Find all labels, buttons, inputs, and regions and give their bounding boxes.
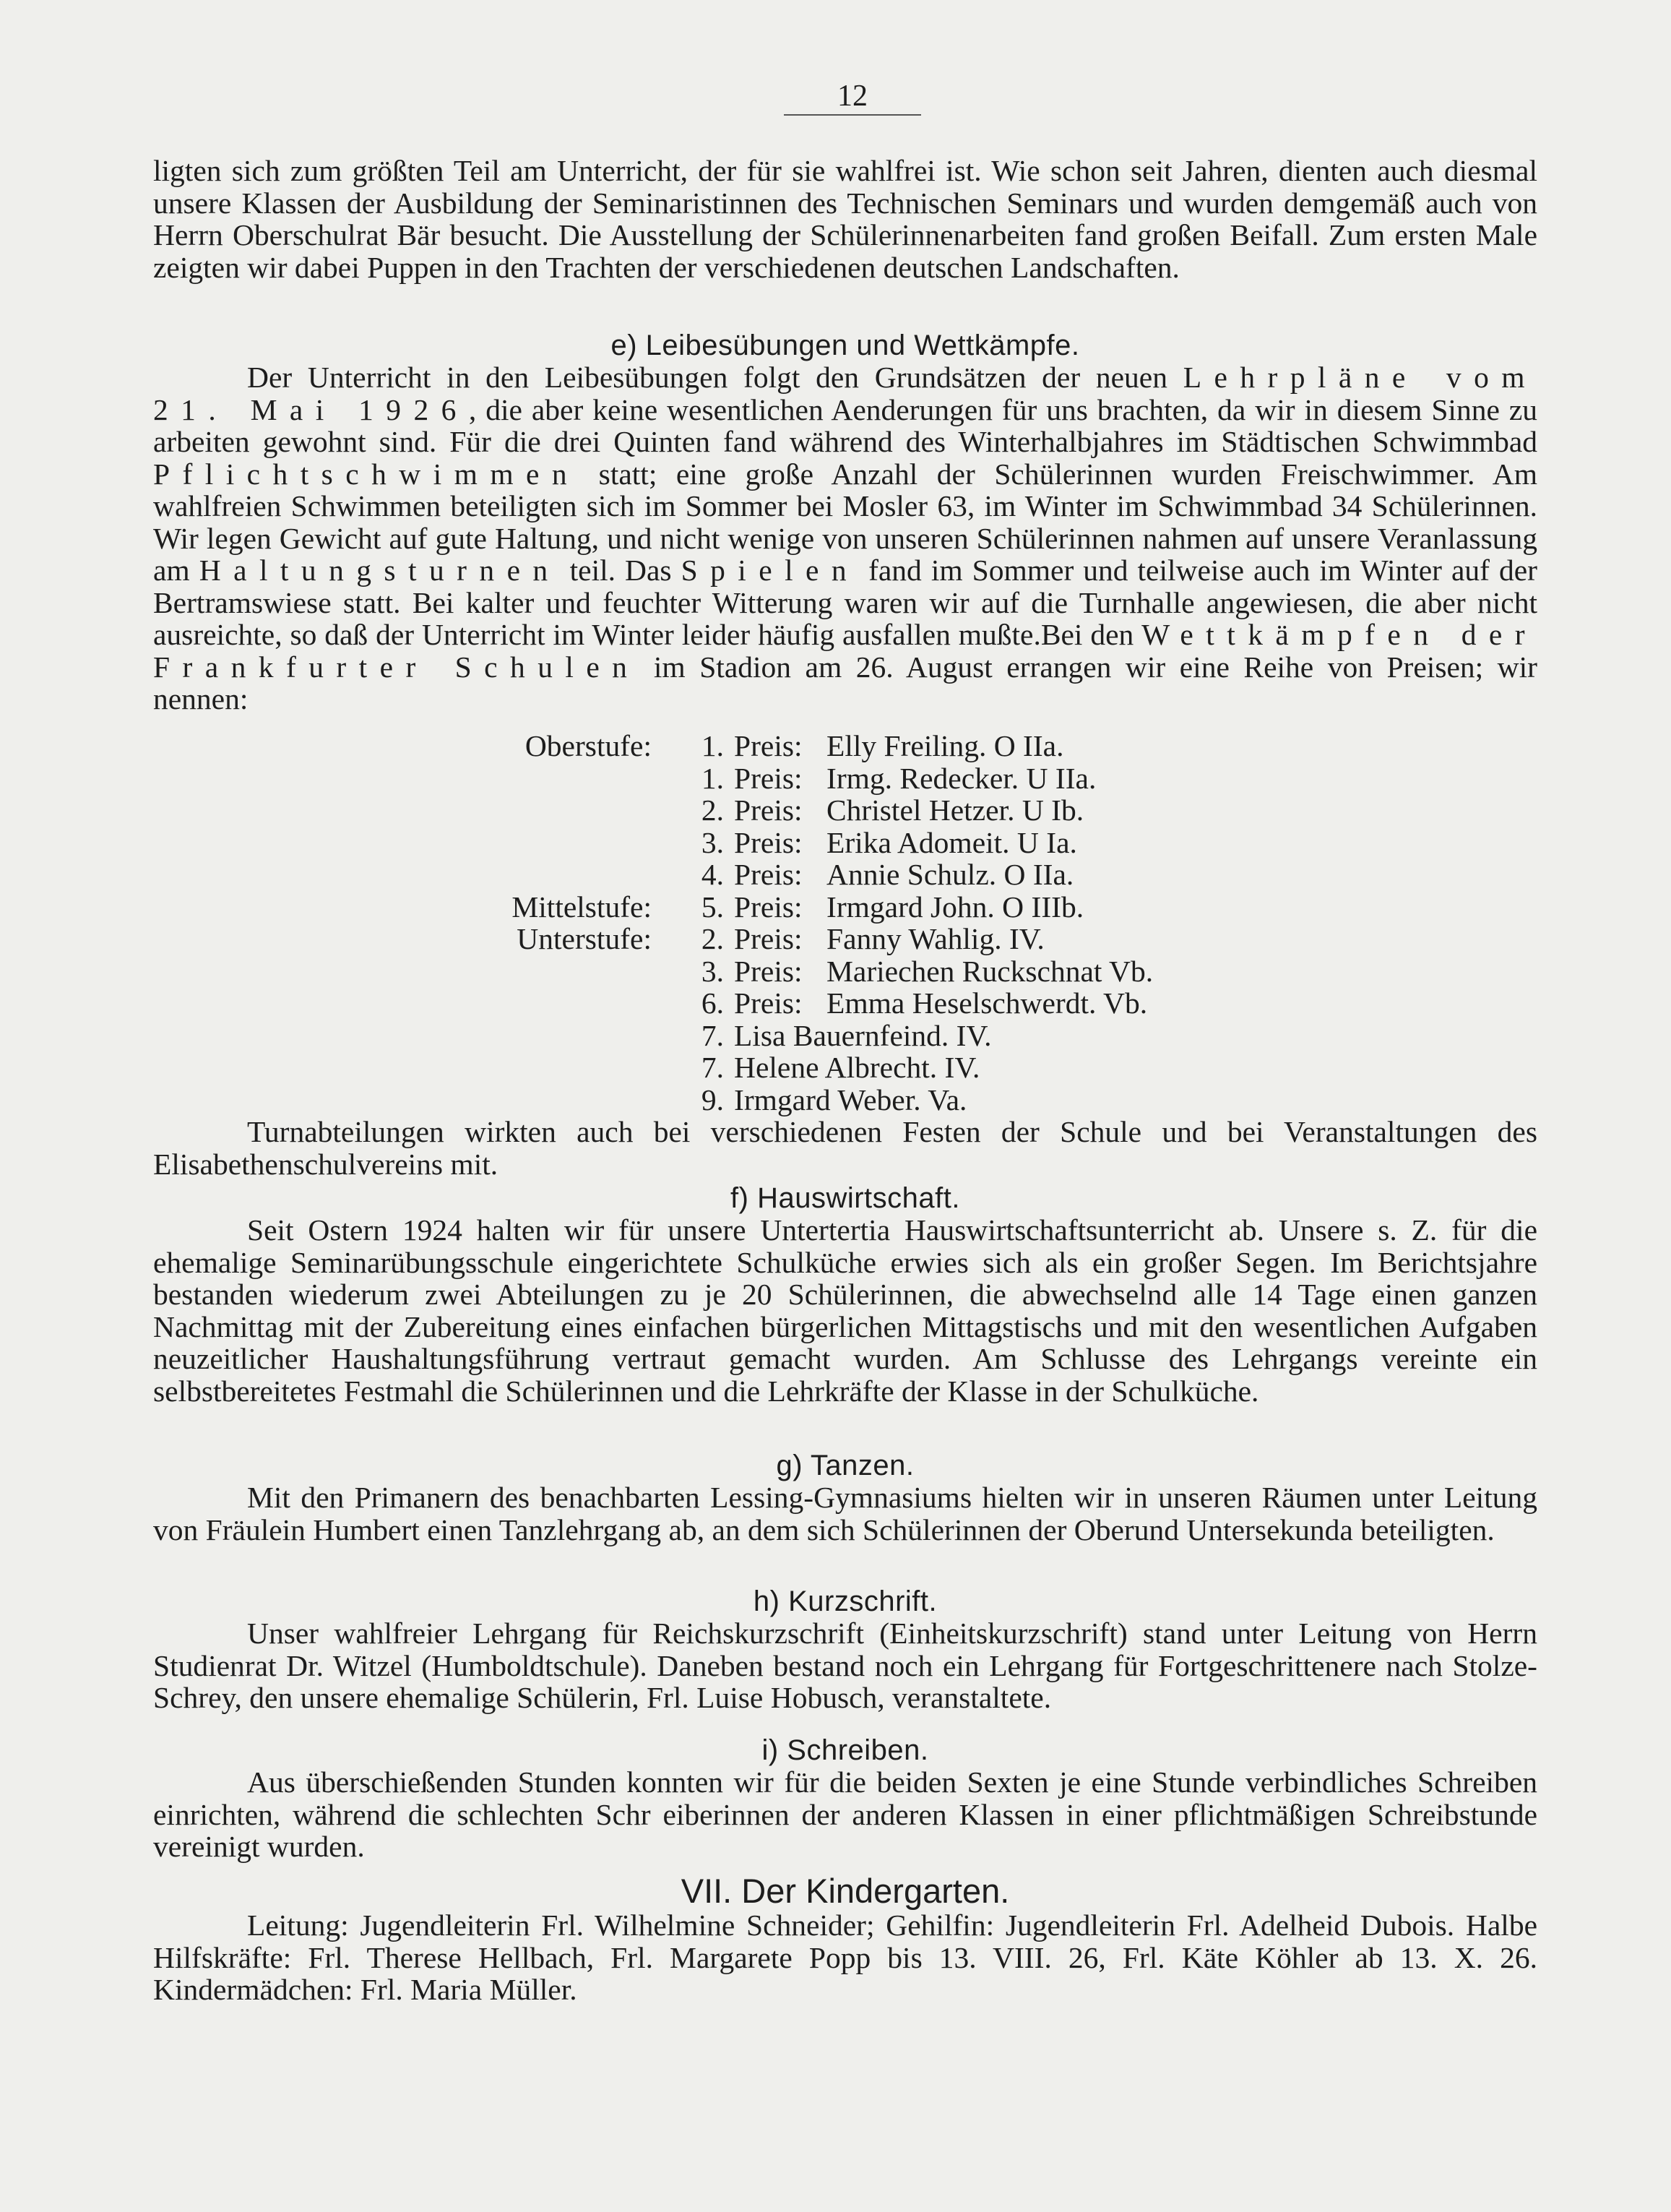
spaced-emphasis: Pflichtschwimmen xyxy=(153,457,580,491)
prize-word: Preis: xyxy=(734,858,803,891)
prize-name: Irmgard John. O IIIb. xyxy=(826,890,1084,924)
prize-name: Helene Albrecht. IV. xyxy=(734,1051,980,1084)
section-g-heading: g) Tanzen. xyxy=(776,1450,915,1481)
prize-number: 2. xyxy=(701,793,724,827)
prize-number: 3. xyxy=(701,825,724,859)
section-f-paragraph: Seit Ostern 1924 halten wir für unsere Untertertia Hauswirtschaftsunterricht ab. Unsere s. Z. für die ehemalige Seminarübungsschule eingerichtete Schulküche erwies sich als ein großer Segen. Im Berichtsjahre bestanden wiederum zwei Abteilungen zu je 20 Schülerinnen, die abwechselnd alle 14 Tage einen ganzen Nachmittag mit der Zubereitung eines einfachen bürgerlichen Mittagstischs und mit den wesentlichen Aufgaben neuzeitlicher Haushaltungsführung vertraut gemacht wurden. Am Schlusse des Lehrgangs vereinte ein selbstbereitetes Festmahl die Schülerinnen und die Lehrkräfte der Klasse in der Schulküche. xyxy=(153,1213,1537,1408)
prize-name: Elly Freiling. O IIa. xyxy=(826,729,1064,762)
prize-row xyxy=(153,1020,1537,1052)
section-h xyxy=(153,1585,1537,1714)
prize-word: Preis: xyxy=(734,729,803,762)
prize-level xyxy=(153,827,652,859)
section-e-paragraph xyxy=(153,361,1537,715)
prize-name: Erika Adomeit. U Ia. xyxy=(826,825,1077,859)
section-vii-heading: VII. Der Kindergarten. xyxy=(681,1872,1010,1910)
text-run: teil. Das xyxy=(560,554,681,587)
prize-level xyxy=(153,858,652,891)
prize-word: Preis: xyxy=(734,890,803,924)
prize-level xyxy=(153,1051,652,1084)
section-i-paragraph: Aus überschießenden Stunden konnten wir für die beiden Sexten je eine Stunde verbindliches Schreiben einrichten, während die schlechten Schr eiberinnen der anderen Klassen in einer pflichtmäßigen Schreibstunde vereinigt wurden. xyxy=(153,1765,1537,1863)
prize-row xyxy=(153,794,1537,827)
prize-name: Irmg. Redecker. U IIa. xyxy=(826,761,1097,795)
prize-level: Unterstufe: xyxy=(517,922,652,955)
prize-level xyxy=(153,1084,652,1116)
prize-row xyxy=(153,955,1537,988)
section-vii xyxy=(153,1873,1537,2006)
prize-number: 3. xyxy=(701,954,724,988)
prize-word: Preis: xyxy=(734,954,803,988)
prize-word: Preis: xyxy=(734,922,803,955)
prize-word: Preis: xyxy=(734,986,803,1020)
prize-name: Emma Heselschwerdt. Vb. xyxy=(826,986,1148,1020)
text-run: Der Unterricht in den Leibesübungen folgt den Grundsätzen der neuen xyxy=(247,361,1183,394)
prize-word: Preis: xyxy=(734,761,803,795)
prize-number: 9. xyxy=(701,1083,724,1116)
prize-number: 4. xyxy=(701,858,724,891)
prize-number: 1. xyxy=(701,761,724,795)
prize-row xyxy=(153,1051,1537,1084)
prize-number: 7. xyxy=(701,1051,724,1084)
spaced-emphasis: Lehrpläne vom 21. Mai 1926 xyxy=(153,361,1537,426)
prize-row xyxy=(153,1084,1537,1116)
prize-row xyxy=(153,827,1537,859)
prize-level xyxy=(153,1020,652,1052)
intro-paragraph-block xyxy=(153,155,1537,283)
prize-number: 7. xyxy=(701,1018,724,1052)
prize-row xyxy=(153,891,1537,924)
prize-name: Christel Hetzer. U Ib. xyxy=(826,793,1084,827)
section-e-closing-paragraph: Turnabteilungen wirkten auch bei verschiedenen Festen der Schule und bei Veranstaltungen des Elisabethenschulvereins mit. xyxy=(153,1115,1537,1181)
section-h-heading: h) Kurzschrift. xyxy=(753,1585,938,1617)
prize-level xyxy=(153,762,652,795)
spaced-emphasis: Spielen xyxy=(681,554,860,587)
prize-number: 6. xyxy=(701,986,724,1020)
text-run: fand im Sommer und teilweise auch im Winter auf der Bertramswiese statt. Bei kalter und feuchter Witterung waren wir auf die Turnhalle angewiesen, die aber nicht ausreichte, so daß der Unterricht im Winter leider häufig ausfallen mußte.Bei den xyxy=(153,554,1537,651)
section-e-closing xyxy=(153,1116,1537,1180)
section-h-paragraph: Unser wahlfreier Lehrgang für Reichskurzschrift (Einheitskurzschrift) stand unter Leitung von Herrn Studienrat Dr. Witzel (Humboldtschule). Daneben bestand noch ein Lehrgang für Fortgeschrittenere nach Stolze-Schrey, den unsere ehemalige Schülerin, Frl. Luise Hobusch, veranstaltete. xyxy=(153,1617,1537,1714)
prize-row xyxy=(153,858,1537,891)
prize-name: Fanny Wahlig. IV. xyxy=(826,922,1045,955)
section-i xyxy=(153,1734,1537,1863)
page-number: 12 xyxy=(784,78,921,116)
section-i-heading: i) Schreiben. xyxy=(761,1734,929,1766)
spaced-emphasis: Wettkämpfen der Frankfurter Schulen xyxy=(153,618,1537,684)
prize-list xyxy=(153,730,1537,1116)
prize-number: 1. xyxy=(701,729,724,762)
section-e xyxy=(153,330,1537,715)
text-run: statt; eine große Anzahl der Schülerinnen wurden Freischwimmer. Am wahlfreien Schwimmen beteiligten sich im Sommer bei Mosler 63, im Winter im Schwimmbad 34 Schülerinnen. Wir legen Gewicht auf gute Haltung, und nicht wenige von unseren Schülerinnen nahmen auf unsere Veranlassung am xyxy=(153,457,1537,587)
spaced-emphasis: Haltungsturnen xyxy=(199,554,561,587)
prize-row xyxy=(153,730,1537,762)
prize-level xyxy=(153,987,652,1020)
prize-row xyxy=(153,923,1537,955)
prize-name: Annie Schulz. O IIa. xyxy=(826,858,1074,891)
prize-level xyxy=(153,955,652,988)
prize-level: Mittelstufe: xyxy=(511,890,652,924)
section-f xyxy=(153,1182,1537,1407)
prize-name: Mariechen Ruckschnat Vb. xyxy=(826,954,1154,988)
section-g xyxy=(153,1450,1537,1546)
prize-word: Preis: xyxy=(734,793,803,827)
prize-row xyxy=(153,987,1537,1020)
section-f-heading: f) Hauswirtschaft. xyxy=(730,1182,960,1214)
section-e-heading: e) Leibesübungen und Wettkämpfe. xyxy=(610,330,1080,361)
prize-number: 5. xyxy=(701,890,724,924)
intro-paragraph: ligten sich zum größten Teil am Unterricht, der für sie wahlfrei ist. Wie schon seit Jahren, dienten auch diesmal unsere Klassen der Ausbildung der Seminaristinnen des Technischen Seminars und wurden demgemäß auch von Herrn Oberschulrat Bär besucht. Die Ausstellung der Schülerinnenarbeiten fand großen Beifall. Zum ersten Male zeigten wir dabei Puppen in den Trachten der verschiedenen deutschen Landschaften. xyxy=(153,154,1537,284)
section-g-paragraph: Mit den Primanern des benachbarten Lessing-Gymnasiums hielten wir in unseren Räumen unter Leitung von Fräulein Humbert einen Tanzlehrgang ab, an dem sich Schülerinnen der Oberund Untersekunda beteiligten. xyxy=(153,1481,1537,1546)
prize-name: Lisa Bauernfeind. IV. xyxy=(734,1018,992,1052)
prize-name: Irmgard Weber. Va. xyxy=(734,1083,967,1116)
prize-level: Oberstufe: xyxy=(524,729,652,762)
prize-number: 2. xyxy=(701,922,724,955)
prize-level xyxy=(153,794,652,827)
text-run: im Stadion am 26. August errangen wir eine Reihe von Preisen; wir nennen: xyxy=(153,650,1537,715)
text-run: , die aber keine wesentlichen Aenderungen für uns brachten, da wir in diesem Sinne zu arbeiten gewohnt sind. Für die drei Quinten fand während des Winterhalbjahres im Städtischen Schwimmbad xyxy=(153,392,1538,458)
prize-row xyxy=(153,762,1537,795)
prize-word: Preis: xyxy=(734,825,803,859)
section-vii-paragraph: Leitung: Jugendleiterin Frl. Wilhelmine Schneider; Gehilfin: Jugendleiterin Frl. Adelheid Dubois. Halbe Hilfskräfte: Frl. Therese Hellbach, Frl. Margarete Popp bis 13. VIII. 26, Frl. Käte Köhler ab 13. X. 26. Kindermädchen: Frl. Maria Müller. xyxy=(153,1908,1537,2006)
